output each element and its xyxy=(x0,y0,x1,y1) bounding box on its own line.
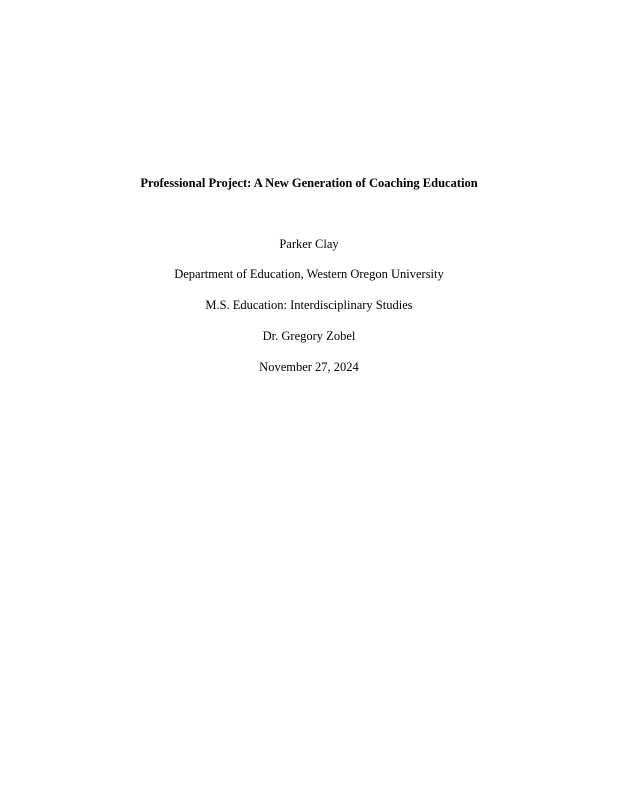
degree-program: M.S. Education: Interdisciplinary Studies xyxy=(205,298,413,312)
submission-date: November 27, 2024 xyxy=(259,360,359,374)
author-name: Parker Clay xyxy=(279,237,339,251)
advisor-name: Dr. Gregory Zobel xyxy=(262,329,356,343)
page-title: Professional Project: A New Generation of Coaching Education xyxy=(140,176,478,190)
affiliation: Department of Education, Western Oregon University xyxy=(174,267,444,281)
